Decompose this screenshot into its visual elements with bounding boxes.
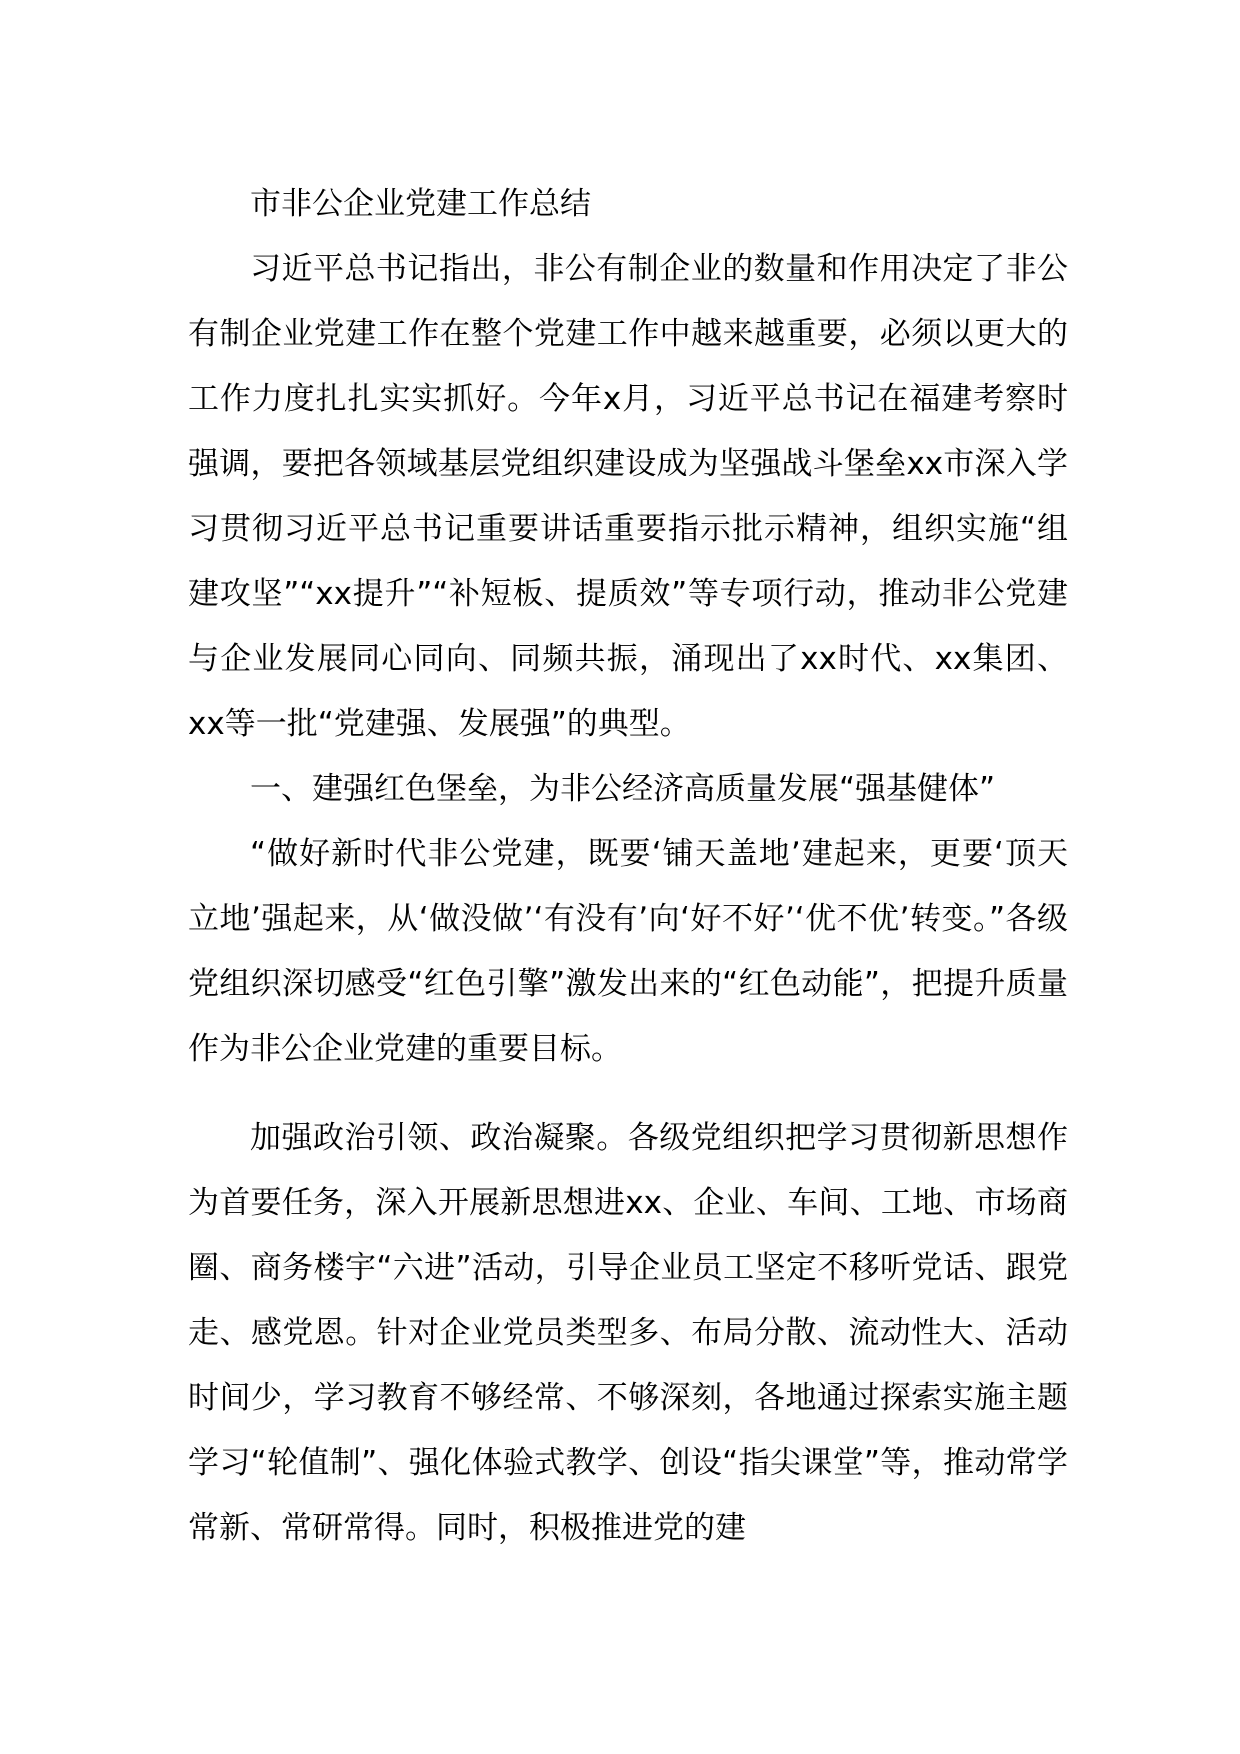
quote-paragraph: “做好新时代非公党建，既要‘铺天盖地’建起来，更要‘顶天立地’强起来，从‘做没做’‘有没有’向‘好不好’‘优不优’转变。”各级党组织深切感受“红色引擎”激发出来的“红色动能”，把提升质量作为非公企业党建的重要目标。 <box>188 836 1068 1067</box>
section-heading-one: 一、建强红色堡垒，为非公经济高质量发展“强基健体” <box>250 771 996 807</box>
intro-paragraph: 习近平总书记指出，非公有制企业的数量和作用决定了非公有制企业党建工作在整个党建工作中越来越重要，必须以更大的工作力度扎扎实实抓好。今年x月，习近平总书记在福建考察时强调，要把各领域基层党组织建设成为坚强战斗堡垒xx市深入学习贯彻习近平总书记重要讲话重要指示批示精神，组织实施“组建攻坚”“xx提升”“补短板、提质效”等专项行动，推动非公党建与企业发展同心同向、同频共振，涌现出了xx时代、xx集团、xx等一批“党建强、发展强”的典型。 <box>188 251 1068 742</box>
document-body <box>188 172 1068 1561</box>
document-title: 市非公企业党建工作总结 <box>250 186 591 222</box>
political-guidance-paragraph: 加强政治引领、政治凝聚。各级党组织把学习贯彻新思想作为首要任务，深入开展新思想进xx、企业、车间、工地、市场商圈、商务楼宇“六进”活动，引导企业员工坚定不移听党话、跟党走、感党恩。针对企业党员类型多、布局分散、流动性大、活动时间少，学习教育不够经常、不够深刻，各地通过探索实施主题学习“轮值制”、强化体验式教学、创设“指尖课堂”等，推动常学常新、常研常得。同时，积极推进党的建 <box>188 1120 1068 1546</box>
